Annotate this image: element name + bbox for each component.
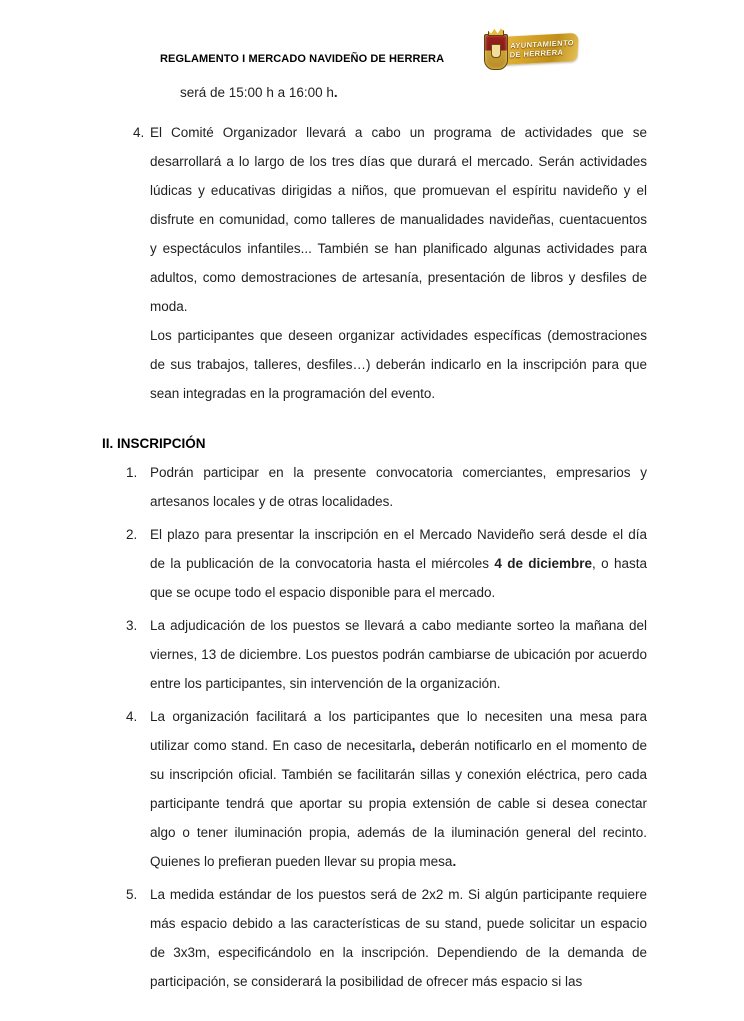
item-number: 4. [126,709,138,724]
list-item-5 [126,880,647,996]
item-number: 5. [126,887,138,902]
item-text: La medida estándar de los puestos será de 2x2 m. Si algún participante requiere más espacio debido a las características de su stand, puede solicitar un espacio de 3x3m, especificándolo en la inscripción. Dependiendo de la demanda de participación, se considerará la posibilidad de ofrecer más espacio si las [150,887,647,989]
ayuntamiento-logo [484,26,580,73]
coat-of-arms-icon [484,34,508,70]
document-title: REGLAMENTO I MERCADO NAVIDEÑO DE HERRERA [160,53,445,65]
item-number: 1. [126,465,138,480]
paragraph-activities: El Comité Organizador llevará a cabo un programa de actividades que se desarrollará a lo largo de los tres días que durará el mercado. Serán actividades lúdicas y educativas dirigidas a niños, que promuevan el espíritu navideño y el disfrute en comunidad, como talleres de manualidades navideñas, cuentacuentos y espectáculos infantiles... También se han planificado algunas actividades para adultos, como demostraciones de artesanía, presentación de libros y desfiles de moda. [150,125,647,314]
logo-text-line1: AYUNTAMIENTO [510,38,575,51]
item-number: 2. [126,527,138,542]
section-heading-inscripcion: II. INSCRIPCIÓN [102,436,206,451]
list-item-activities [133,118,647,408]
item-text: La adjudicación de los puestos se llevará a cabo mediante sorteo la mañana del viernes, 13 de diciembre. Los puestos podrán cambiarse de ubicación por acuerdo entre los participantes, sin intervención de la organización. [150,618,647,691]
list-item-4 [126,702,647,876]
list-item-1 [126,458,647,516]
item-number: 3. [126,618,138,633]
item-text: La organización facilitará a los participantes que lo necesiten una mesa para utilizar como stand. En caso de necesitarla, deberán notificarlo en el momento de su inscripción oficial. También se facilitarán sillas y conexión eléctrica, pero cada participante tendrá que aportar su propia extensión de cable si desea conectar algo o tener iluminación propia, además de la iluminación general del recinto. Quienes lo prefieran pueden llevar su propia mesa. [150,709,647,869]
intro-line: será de 15:00 h a 16:00 h. [180,85,338,100]
logo-text-line2: DE HERRERA [509,47,564,60]
item-text: El plazo para presentar la inscripción en el Mercado Navideño será desde el día de la publicación de la convocatoria hasta el miércoles 4 de diciembre, o hasta que se ocupe todo el espacio disponible para el mercado. [150,527,647,600]
item-number: 4. [133,125,145,140]
paragraph-specific-activities: Los participantes que deseen organizar actividades específicas (demostraciones de sus trabajos, talleres, desfiles…) deberán indicarlo en la inscripción para que sean integradas en la programación del evento. [150,328,647,401]
document-body [0,78,744,1000]
item-text: Podrán participar en la presente convocatoria comerciantes, empresarios y artesanos locales y de otras localidades. [150,465,647,509]
list-item-3 [126,611,647,698]
inscription-list [0,458,744,996]
list-item-2 [126,520,647,607]
